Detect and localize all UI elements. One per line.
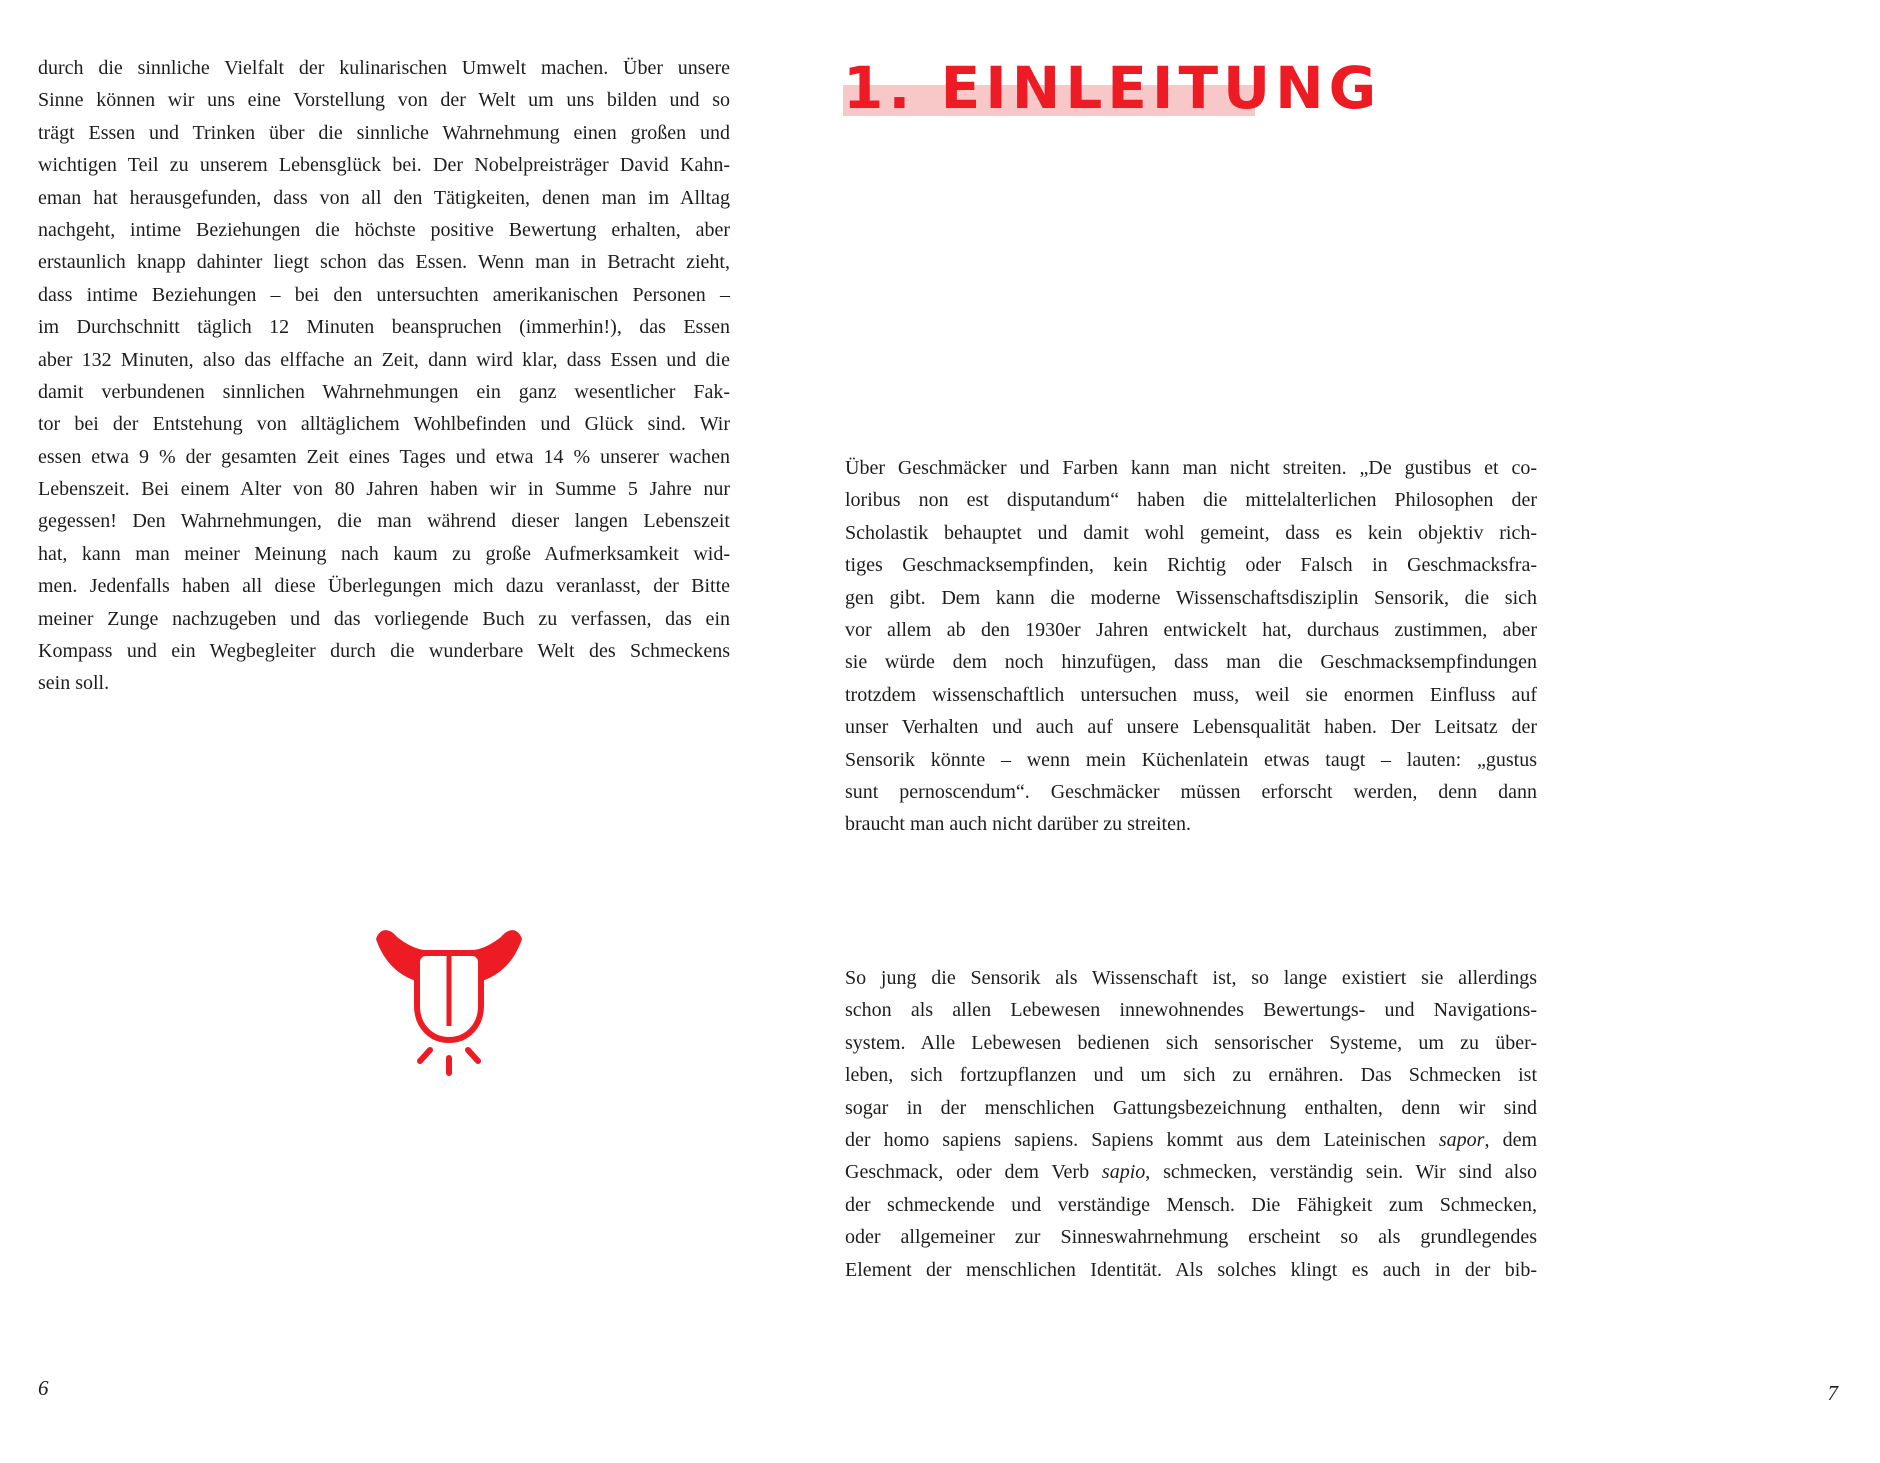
text-line: aber 132 Minuten, also das elffache an Zeit, dann wird klar, dass Essen und die [38, 348, 730, 371]
text-line: gen gibt. Dem kann die moderne Wissenschaftsdisziplin Sensorik, die sich [845, 586, 1537, 609]
text-line: vor allem ab den 1930er Jahren entwickelt hat, durchaus zustimmen, aber [845, 618, 1537, 641]
text-line: trägt Essen und Trinken über die sinnliche Wahrnehmung einen großen und [38, 121, 730, 144]
text-line: essen etwa 9 % der gesamten Zeit eines Tages und etwa 14 % unserer wachen [38, 445, 730, 468]
text-line: eman hat herausgefunden, dass von all den Tätigkeiten, denen man im Alltag [38, 186, 730, 209]
text-line: gegessen! Den Wahrnehmungen, die man während dieser langen Lebenszeit [38, 510, 730, 533]
text-line: So jung die Sensorik als Wissenschaft ist, so lange existiert sie allerdings [845, 967, 1537, 989]
text-line: Kompass und ein Wegbegleiter durch die wunderbare Welt des Schmeckens [38, 640, 730, 663]
text-line: wichtigen Teil zu unserem Lebensglück bei. Der Nobelpreisträger David Kahn- [38, 154, 730, 177]
text-line: tiges Geschmacksempfinden, kein Richtig oder Falsch in Geschmacksfra- [845, 554, 1537, 577]
text-line: nachgeht, intime Beziehungen die höchste positive Bewertung erhalten, aber [38, 218, 730, 241]
chapter-heading: 1. EINLEITUNG [843, 54, 1382, 122]
text-line: durch die sinnliche Vielfalt der kulinarischen Umwelt machen. Über unsere [38, 57, 730, 79]
text-line: sogar in der menschlichen Gattungsbezeichnung enthalten, denn wir sind [845, 1096, 1537, 1119]
right-paragraph-2 [845, 962, 1537, 1286]
text-line: Scholastik behauptet und damit wohl gemeint, dass es kein objektiv rich- [845, 521, 1537, 544]
text-line: sie würde dem noch hinzufügen, dass man die Geschmacksempfindungen [845, 651, 1537, 674]
page-number-left: 6 [38, 1376, 49, 1400]
text-line: men. Jedenfalls haben all diese Überlegungen mich dazu veranlasst, der Bitte [38, 575, 730, 598]
text-line: tor bei der Entstehung von alltäglichem Wohlbefinden und Glück sind. Wir [38, 413, 730, 436]
text-line: damit verbundenen sinnlichen Wahrnehmungen ein ganz wesentlicher Fak- [38, 380, 730, 403]
text-line: erstaunlich knapp dahinter liegt schon das Essen. Wenn man in Betracht zieht, [38, 251, 730, 274]
text-line: unser Verhalten und auch auf unsere Lebensqualität haben. Der Leitsatz der [845, 716, 1537, 739]
text-line: der homo sapiens sapiens. Sapiens kommt aus dem Lateinischen sapor, dem [845, 1128, 1537, 1151]
text-line: oder allgemeiner zur Sinneswahrnehmung erscheint so als grundlegendes [845, 1226, 1537, 1249]
text-line: Über Geschmäcker und Farben kann man nicht streiten. „De gustibus et co- [845, 457, 1537, 479]
text-line: im Durchschnitt täglich 12 Minuten beanspruchen (immerhin!), das Essen [38, 316, 730, 339]
text-line: Sinne können wir uns eine Vorstellung von der Welt um uns bilden und so [38, 89, 730, 112]
text-line: system. Alle Lebewesen bedienen sich sensorischer Systeme, um zu über- [845, 1031, 1537, 1054]
text-line: hat, kann man meiner Meinung nach kaum zu große Aufmerksamkeit wid- [38, 542, 730, 565]
text-line: trotzdem wissenschaftlich untersuchen muss, weil sie enormen Einfluss auf [845, 683, 1537, 706]
text-line: loribus non est disputandum“ haben die mittelalterlichen Philosophen der [845, 489, 1537, 512]
text-line: der schmeckende und verständige Mensch. Die Fähigkeit zum Schmecken, [845, 1193, 1537, 1216]
right-paragraph-1 [845, 452, 1537, 841]
text-line: dass intime Beziehungen – bei den untersuchten amerikanischen Personen – [38, 283, 730, 306]
text-line: meiner Zunge nachzugeben und das vorliegende Buch zu verfassen, das ein [38, 607, 730, 630]
text-line: Sensorik könnte – wenn mein Küchenlatein etwas taugt – lauten: „gustus [845, 748, 1537, 771]
text-line: Geschmack, oder dem Verb sapio, schmecken, verständig sein. Wir sind also [845, 1161, 1537, 1184]
text-line: Element der menschlichen Identität. Als solches klingt es auch in der bib- [845, 1258, 1537, 1281]
page-number-right: 7 [1827, 1381, 1838, 1405]
text-line: schon als allen Lebewesen innewohnendes Bewertungs- und Navigations- [845, 999, 1537, 1022]
text-line: leben, sich fortzupflanzen und um sich zu ernähren. Das Schmecken ist [845, 1064, 1537, 1087]
text-line: braucht man auch nicht darüber zu streiten. [845, 813, 1191, 836]
text-line: sunt pernoscendum“. Geschmäcker müssen erforscht werden, denn dann [845, 780, 1537, 803]
text-line: sein soll. [38, 672, 110, 695]
text-line: Lebenszeit. Bei einem Alter von 80 Jahren haben wir in Summe 5 Jahre nur [38, 478, 730, 501]
